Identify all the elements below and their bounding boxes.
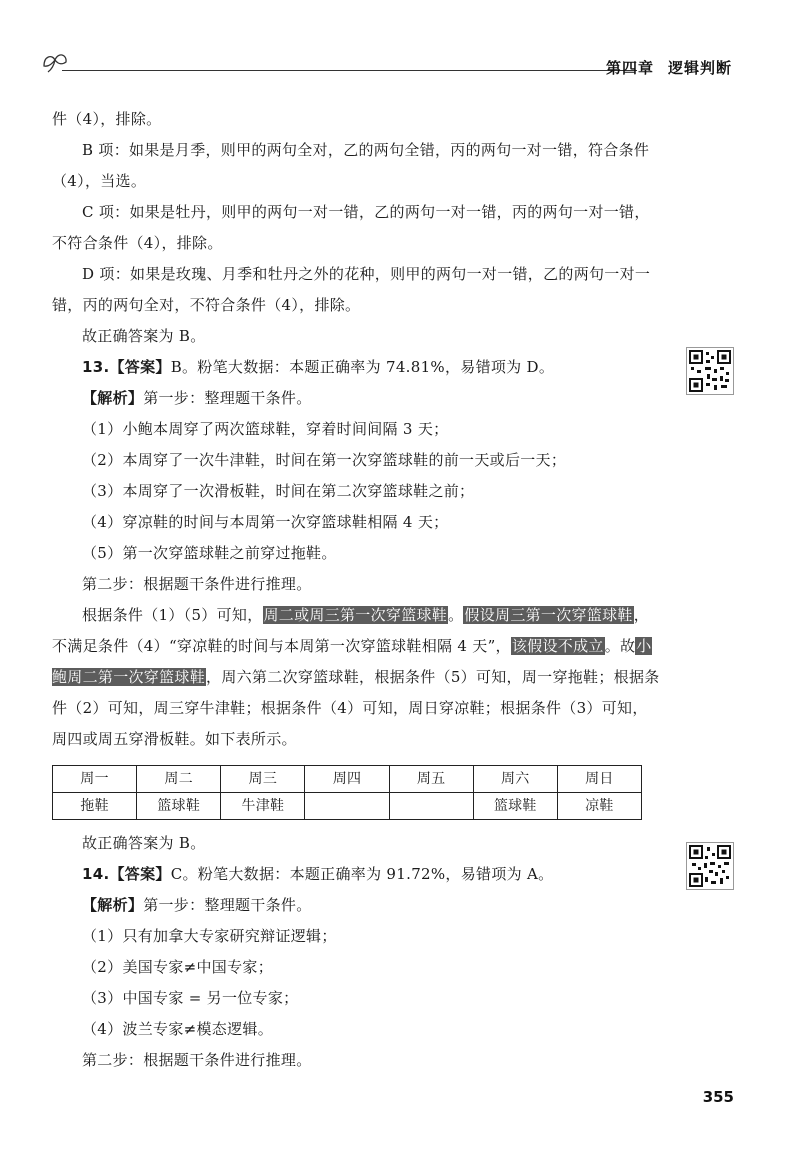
q14-step2: 第二步：根据题干条件进行推理。 xyxy=(82,1051,312,1069)
table-cell-day: 周二 xyxy=(137,766,221,793)
q13-answer-text: B。粉笔大数据：本题正确率为 74.81%，易错项为 D。 xyxy=(170,358,555,376)
q13-number: 13. xyxy=(82,358,110,376)
q14-answer-tag: 【答案】 xyxy=(109,865,171,883)
q13-condition-2: （2）本周穿了一次牛津鞋，时间在第一次穿篮球鞋的前一天或后一天； xyxy=(82,451,567,469)
table-row xyxy=(53,793,642,820)
highlight-2: 假设周三第一次穿篮球鞋 xyxy=(464,606,633,624)
q14-condition-1: （1）只有加拿大专家研究辩证逻辑； xyxy=(82,927,337,945)
qr-code-icon[interactable] xyxy=(686,842,734,890)
q14-analysis-line xyxy=(52,890,660,921)
q13-analysis-line xyxy=(52,383,660,414)
q14-analysis-text: 第一步：整理题干条件。 xyxy=(143,896,312,914)
q13-step2: 第二步：根据题干条件进行推理。 xyxy=(82,575,312,593)
chapter-heading xyxy=(606,57,732,78)
q14-condition-4: （4）波兰专家≠模态逻辑。 xyxy=(82,1020,274,1038)
chapter-label: 第四章 xyxy=(605,59,654,77)
reasoning-text-1: 根据条件（1）（5）可知， xyxy=(82,606,263,624)
q13-condition-3: （3）本周穿了一次滑板鞋，时间在第二次穿篮球鞋之前； xyxy=(82,482,475,500)
q13-answer-tag: 【答案】 xyxy=(109,358,171,376)
option-d-analysis: D 项：如果是玫瑰、月季和牡丹之外的花种，则甲的两句一对一错，乙的两句一对一错，丙的两句全对，不符合条件（4），排除。 xyxy=(52,265,651,314)
table-cell-shoe: 篮球鞋 xyxy=(137,793,221,820)
header-rule xyxy=(62,70,637,71)
highlight-4: 小鲍周二第一次穿篮球鞋 xyxy=(52,637,652,686)
table-cell-shoe: 拖鞋 xyxy=(53,793,137,820)
q13-reasoning xyxy=(52,600,660,755)
q13-condition-4: （4）穿凉鞋的时间与本周第一次穿篮球鞋相隔 4 天； xyxy=(82,513,449,531)
table-cell-shoe: 牛津鞋 xyxy=(221,793,305,820)
option-b-analysis: B 项：如果是月季，则甲的两句全对，乙的两句全错，丙的两句一对一错，符合条件（4），当选。 xyxy=(52,141,650,190)
table-cell-day: 周日 xyxy=(557,766,641,793)
weekday-shoe-table xyxy=(52,765,642,820)
page-number: 355 xyxy=(702,1088,734,1106)
table-cell-shoe xyxy=(389,793,473,820)
option-c-analysis: C 项：如果是牡丹，则甲的两句一对一错，乙的两句一对一错，丙的两句一对一错，不符合条件（4），排除。 xyxy=(52,203,650,252)
q14-condition-2: （2）美国专家≠中国专家； xyxy=(82,958,274,976)
table-cell-day: 周一 xyxy=(53,766,137,793)
qr-code-icon[interactable] xyxy=(686,347,734,395)
table-cell-shoe: 篮球鞋 xyxy=(473,793,557,820)
reasoning-text-5: ，周六第二次穿篮球鞋，根据条件（5）可知，周一穿拖鞋；根据条件（2）可知，周三穿牛津鞋；根据条件（4）可知，周日穿凉鞋；根据条件（3）可知，周四或周五穿滑板鞋。如下表所示。 xyxy=(52,668,660,748)
q14-answer-text: C。粉笔大数据：本题正确率为 91.72%，易错项为 A。 xyxy=(170,865,554,883)
paragraph-continuation: 件（4），排除。 xyxy=(52,110,162,128)
reasoning-text-4: 。故 xyxy=(604,637,636,655)
qr-pattern xyxy=(687,843,733,889)
q13-conclusion: 故正确答案为 B。 xyxy=(82,834,206,852)
table-cell-day: 周六 xyxy=(473,766,557,793)
q12-conclusion: 故正确答案为 B。 xyxy=(82,327,206,345)
reasoning-text-2: 。 xyxy=(448,606,464,624)
table-cell-day: 周四 xyxy=(305,766,389,793)
highlight-1: 周二或周三第一次穿篮球鞋 xyxy=(263,606,448,624)
table-cell-shoe xyxy=(305,793,389,820)
q14-analysis-tag: 【解析】 xyxy=(82,896,144,914)
highlight-3: 该假设不成立 xyxy=(511,637,604,655)
reasoning-text-3: ，不满足条件（4）“穿凉鞋的时间与本周第一次穿篮球鞋相隔 4 天”， xyxy=(52,606,650,655)
q13-answer-line xyxy=(52,352,660,383)
table-cell-day: 周三 xyxy=(221,766,305,793)
page-body xyxy=(52,104,660,1076)
table-header-row xyxy=(53,766,642,793)
q13-condition-5: （5）第一次穿篮球鞋之前穿过拖鞋。 xyxy=(82,544,337,562)
q14-number: 14. xyxy=(82,865,110,883)
chapter-title: 逻辑判断 xyxy=(667,59,732,77)
q14-answer-line xyxy=(52,859,660,890)
running-header xyxy=(40,50,740,80)
q13-analysis-tag: 【解析】 xyxy=(82,389,144,407)
q14-condition-3: （3）中国专家 = 另一位专家； xyxy=(82,989,299,1007)
q13-condition-1: （1）小鲍本周穿了两次篮球鞋，穿着时间间隔 3 天； xyxy=(82,420,449,438)
q13-analysis-text: 第一步：整理题干条件。 xyxy=(143,389,312,407)
qr-pattern xyxy=(687,348,733,394)
table-cell-day: 周五 xyxy=(389,766,473,793)
leaf-ornament-icon xyxy=(40,50,70,76)
table-cell-shoe: 凉鞋 xyxy=(557,793,641,820)
